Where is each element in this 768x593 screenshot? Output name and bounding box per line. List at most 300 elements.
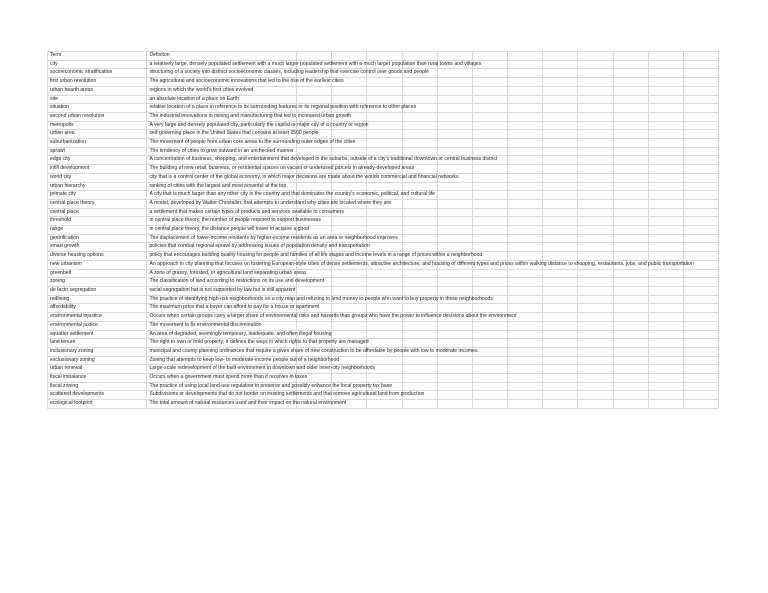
empty-cell[interactable]	[367, 321, 402, 330]
empty-cell[interactable]	[402, 86, 437, 95]
empty-cell[interactable]	[578, 226, 613, 235]
empty-cell[interactable]	[437, 243, 472, 252]
empty-cell[interactable]	[472, 243, 507, 252]
empty-cell[interactable]	[472, 52, 507, 61]
empty-cell[interactable]	[402, 147, 437, 156]
empty-cell[interactable]	[683, 382, 718, 391]
empty-cell[interactable]	[648, 147, 683, 156]
empty-cell[interactable]	[297, 95, 332, 104]
definition-cell[interactable]: The total amount of natural resources used and their impact on the natural environment	[147, 400, 297, 409]
empty-cell[interactable]	[543, 208, 578, 217]
empty-cell[interactable]	[472, 400, 507, 409]
empty-cell[interactable]	[648, 95, 683, 104]
empty-cell[interactable]	[402, 243, 437, 252]
empty-cell[interactable]	[578, 347, 613, 356]
empty-cell[interactable]	[367, 226, 402, 235]
empty-cell[interactable]	[648, 269, 683, 278]
empty-cell[interactable]	[508, 400, 543, 409]
empty-cell[interactable]	[543, 295, 578, 304]
empty-cell[interactable]	[578, 182, 613, 191]
empty-cell[interactable]	[402, 78, 437, 87]
empty-cell[interactable]	[648, 356, 683, 365]
empty-cell[interactable]	[402, 130, 437, 139]
empty-cell[interactable]	[402, 52, 437, 61]
empty-cell[interactable]	[578, 339, 613, 348]
empty-cell[interactable]	[472, 165, 507, 174]
empty-cell[interactable]	[402, 278, 437, 287]
definition-cell[interactable]: A city that is much larger than any other city in the country and that dominates the country's economic, political, and cultural life	[147, 191, 297, 200]
empty-cell[interactable]	[508, 173, 543, 182]
definition-cell[interactable]: a relatively large, densely populated settlement with a much larger populated settlement with a much larger population than rural towns and villages	[147, 60, 297, 69]
empty-cell[interactable]	[578, 199, 613, 208]
empty-cell[interactable]	[683, 234, 718, 243]
empty-cell[interactable]	[683, 104, 718, 113]
empty-cell[interactable]	[683, 78, 718, 87]
empty-cell[interactable]	[613, 391, 648, 400]
empty-cell[interactable]	[402, 226, 437, 235]
empty-cell[interactable]	[543, 199, 578, 208]
empty-cell[interactable]	[508, 112, 543, 121]
empty-cell[interactable]	[683, 165, 718, 174]
empty-cell[interactable]	[683, 199, 718, 208]
empty-cell[interactable]	[367, 339, 402, 348]
empty-cell[interactable]	[613, 165, 648, 174]
empty-cell[interactable]	[613, 356, 648, 365]
empty-cell[interactable]	[543, 374, 578, 383]
empty-cell[interactable]	[472, 139, 507, 148]
empty-cell[interactable]	[543, 130, 578, 139]
definition-cell[interactable]: The agricultural and socioeconomic innovations that led to the rise of the earliest cities	[147, 78, 297, 87]
definition-cell[interactable]: An area of degraded, seemingly temporary, inadequate, and often illegal housing	[147, 330, 297, 339]
empty-cell[interactable]	[472, 304, 507, 313]
empty-cell[interactable]	[648, 234, 683, 243]
empty-cell[interactable]	[578, 400, 613, 409]
empty-cell[interactable]	[437, 130, 472, 139]
empty-cell[interactable]	[578, 69, 613, 78]
definition-cell[interactable]: The right to own or hold property; it defines the ways in which rights to that property are managed	[147, 339, 297, 348]
empty-cell[interactable]	[508, 139, 543, 148]
empty-cell[interactable]	[648, 295, 683, 304]
term-cell[interactable]: ecological footprint	[48, 400, 147, 409]
empty-cell[interactable]	[437, 269, 472, 278]
empty-cell[interactable]	[613, 295, 648, 304]
empty-cell[interactable]	[683, 278, 718, 287]
empty-cell[interactable]	[472, 191, 507, 200]
empty-cell[interactable]	[402, 234, 437, 243]
empty-cell[interactable]	[472, 278, 507, 287]
empty-cell[interactable]	[472, 112, 507, 121]
empty-cell[interactable]	[543, 330, 578, 339]
empty-cell[interactable]	[367, 304, 402, 313]
empty-cell[interactable]	[437, 339, 472, 348]
empty-cell[interactable]	[683, 121, 718, 130]
term-cell[interactable]: urban hierarchy	[48, 182, 147, 191]
empty-cell[interactable]	[613, 78, 648, 87]
empty-cell[interactable]	[332, 95, 367, 104]
empty-cell[interactable]	[367, 269, 402, 278]
empty-cell[interactable]	[543, 400, 578, 409]
empty-cell[interactable]	[683, 313, 718, 322]
empty-cell[interactable]	[332, 278, 367, 287]
empty-cell[interactable]	[472, 78, 507, 87]
term-header[interactable]: Term	[48, 52, 147, 61]
empty-cell[interactable]	[578, 234, 613, 243]
empty-cell[interactable]	[613, 374, 648, 383]
empty-cell[interactable]	[508, 95, 543, 104]
empty-cell[interactable]	[613, 365, 648, 374]
empty-cell[interactable]	[437, 69, 472, 78]
empty-cell[interactable]	[367, 112, 402, 121]
term-cell[interactable]: environmental justice	[48, 321, 147, 330]
empty-cell[interactable]	[437, 182, 472, 191]
empty-cell[interactable]	[683, 139, 718, 148]
empty-cell[interactable]	[508, 226, 543, 235]
empty-cell[interactable]	[648, 104, 683, 113]
empty-cell[interactable]	[543, 365, 578, 374]
empty-cell[interactable]	[437, 95, 472, 104]
empty-cell[interactable]	[648, 130, 683, 139]
empty-cell[interactable]	[508, 347, 543, 356]
empty-cell[interactable]	[578, 374, 613, 383]
definition-cell[interactable]: structuring of a society into distinct socioeconomic classes, including leadership that exercise control over goods and people	[147, 69, 297, 78]
empty-cell[interactable]	[508, 321, 543, 330]
term-cell[interactable]: exclusionary zoning	[48, 356, 147, 365]
empty-cell[interactable]	[683, 217, 718, 226]
empty-cell[interactable]	[402, 382, 437, 391]
term-cell[interactable]: fiscal zoning	[48, 382, 147, 391]
empty-cell[interactable]	[472, 86, 507, 95]
empty-cell[interactable]	[367, 139, 402, 148]
empty-cell[interactable]	[402, 95, 437, 104]
definition-header[interactable]: Definiton	[147, 52, 297, 61]
empty-cell[interactable]	[332, 226, 367, 235]
empty-cell[interactable]	[613, 217, 648, 226]
empty-cell[interactable]	[613, 147, 648, 156]
empty-cell[interactable]	[613, 104, 648, 113]
empty-cell[interactable]	[437, 165, 472, 174]
empty-cell[interactable]	[437, 217, 472, 226]
term-cell[interactable]: zoning	[48, 278, 147, 287]
empty-cell[interactable]	[402, 304, 437, 313]
empty-cell[interactable]	[683, 365, 718, 374]
empty-cell[interactable]	[613, 156, 648, 165]
empty-cell[interactable]	[683, 339, 718, 348]
definition-cell[interactable]: A concentration of business, shopping, and entertainment that developed in the suburbs, outside of a city's traditional downtown or central business district	[147, 156, 297, 165]
empty-cell[interactable]	[472, 374, 507, 383]
term-cell[interactable]: central place	[48, 208, 147, 217]
empty-cell[interactable]	[648, 217, 683, 226]
empty-cell[interactable]	[367, 374, 402, 383]
definition-cell[interactable]: A very large and densely populated city, particularly the capital or major city of a country or region	[147, 121, 297, 130]
empty-cell[interactable]	[613, 130, 648, 139]
empty-cell[interactable]	[437, 104, 472, 113]
empty-cell[interactable]	[613, 286, 648, 295]
empty-cell[interactable]	[613, 243, 648, 252]
term-cell[interactable]: urban renewal	[48, 365, 147, 374]
empty-cell[interactable]	[648, 243, 683, 252]
empty-cell[interactable]	[543, 78, 578, 87]
empty-cell[interactable]	[543, 286, 578, 295]
empty-cell[interactable]	[613, 69, 648, 78]
empty-cell[interactable]	[402, 330, 437, 339]
empty-cell[interactable]	[508, 208, 543, 217]
term-cell[interactable]: second urban revolution	[48, 112, 147, 121]
empty-cell[interactable]	[648, 86, 683, 95]
empty-cell[interactable]	[613, 234, 648, 243]
empty-cell[interactable]	[472, 95, 507, 104]
empty-cell[interactable]	[543, 156, 578, 165]
empty-cell[interactable]	[508, 252, 543, 261]
empty-cell[interactable]	[508, 365, 543, 374]
empty-cell[interactable]	[543, 304, 578, 313]
empty-cell[interactable]	[402, 182, 437, 191]
term-cell[interactable]: urban area	[48, 130, 147, 139]
empty-cell[interactable]	[472, 173, 507, 182]
empty-cell[interactable]	[613, 173, 648, 182]
empty-cell[interactable]	[648, 321, 683, 330]
empty-cell[interactable]	[402, 199, 437, 208]
empty-cell[interactable]	[508, 304, 543, 313]
empty-cell[interactable]	[367, 330, 402, 339]
empty-cell[interactable]	[508, 278, 543, 287]
empty-cell[interactable]	[683, 252, 718, 261]
empty-cell[interactable]	[578, 165, 613, 174]
empty-cell[interactable]	[367, 52, 402, 61]
empty-cell[interactable]	[648, 139, 683, 148]
empty-cell[interactable]	[648, 208, 683, 217]
empty-cell[interactable]	[437, 208, 472, 217]
empty-cell[interactable]	[578, 52, 613, 61]
term-cell[interactable]: central place theory	[48, 199, 147, 208]
definition-cell[interactable]: The classification of land according to restrictions on its use and development	[147, 278, 297, 287]
term-cell[interactable]: squatter settlement	[48, 330, 147, 339]
empty-cell[interactable]	[508, 295, 543, 304]
empty-cell[interactable]	[578, 147, 613, 156]
empty-cell[interactable]	[402, 121, 437, 130]
empty-cell[interactable]	[543, 234, 578, 243]
empty-cell[interactable]	[543, 278, 578, 287]
empty-cell[interactable]	[297, 52, 332, 61]
empty-cell[interactable]	[297, 86, 332, 95]
definition-cell[interactable]: policy that encourages building quality housing for people and families of all life stages and income levels in a range of prices within a neighborhood	[147, 252, 297, 261]
empty-cell[interactable]	[472, 130, 507, 139]
empty-cell[interactable]	[613, 95, 648, 104]
empty-cell[interactable]	[437, 391, 472, 400]
empty-cell[interactable]	[578, 121, 613, 130]
empty-cell[interactable]	[437, 286, 472, 295]
empty-cell[interactable]	[508, 391, 543, 400]
empty-cell[interactable]	[648, 347, 683, 356]
empty-cell[interactable]	[437, 330, 472, 339]
empty-cell[interactable]	[437, 400, 472, 409]
term-cell[interactable]: first urban revolution	[48, 78, 147, 87]
empty-cell[interactable]	[472, 121, 507, 130]
term-cell[interactable]: threshold	[48, 217, 147, 226]
empty-cell[interactable]	[367, 182, 402, 191]
empty-cell[interactable]	[332, 330, 367, 339]
empty-cell[interactable]	[402, 217, 437, 226]
empty-cell[interactable]	[508, 339, 543, 348]
empty-cell[interactable]	[437, 52, 472, 61]
empty-cell[interactable]	[543, 112, 578, 121]
empty-cell[interactable]	[543, 104, 578, 113]
empty-cell[interactable]	[402, 286, 437, 295]
empty-cell[interactable]	[367, 286, 402, 295]
empty-cell[interactable]	[402, 339, 437, 348]
empty-cell[interactable]	[613, 182, 648, 191]
empty-cell[interactable]	[508, 130, 543, 139]
empty-cell[interactable]	[543, 182, 578, 191]
empty-cell[interactable]	[472, 382, 507, 391]
empty-cell[interactable]	[683, 391, 718, 400]
empty-cell[interactable]	[613, 252, 648, 261]
empty-cell[interactable]	[648, 226, 683, 235]
definition-cell[interactable]: The displacement of lower-income residents by higher-income residents as an area or neighborhood improves	[147, 234, 297, 243]
empty-cell[interactable]	[578, 278, 613, 287]
term-cell[interactable]: socioeconomic stratification	[48, 69, 147, 78]
empty-cell[interactable]	[402, 365, 437, 374]
empty-cell[interactable]	[508, 243, 543, 252]
empty-cell[interactable]	[508, 156, 543, 165]
definition-cell[interactable]: Large-scale redevelopment of the built environment in downtown and older inner-city neighborhoods	[147, 365, 297, 374]
empty-cell[interactable]	[543, 217, 578, 226]
empty-cell[interactable]	[437, 78, 472, 87]
empty-cell[interactable]	[648, 78, 683, 87]
term-cell[interactable]: inclusionary zoning	[48, 347, 147, 356]
empty-cell[interactable]	[613, 226, 648, 235]
empty-cell[interactable]	[648, 69, 683, 78]
empty-cell[interactable]	[543, 391, 578, 400]
empty-cell[interactable]	[683, 347, 718, 356]
term-cell[interactable]: diverse housing options	[48, 252, 147, 261]
empty-cell[interactable]	[613, 208, 648, 217]
empty-cell[interactable]	[683, 69, 718, 78]
empty-cell[interactable]	[367, 356, 402, 365]
empty-cell[interactable]	[648, 121, 683, 130]
empty-cell[interactable]	[472, 286, 507, 295]
definition-cell[interactable]: The building of new retail, business, or residential spaces on vacant or underused parcels in already-developed areas	[147, 165, 297, 174]
empty-cell[interactable]	[437, 278, 472, 287]
empty-cell[interactable]	[648, 313, 683, 322]
empty-cell[interactable]	[683, 156, 718, 165]
empty-cell[interactable]	[683, 330, 718, 339]
empty-cell[interactable]	[648, 191, 683, 200]
definition-cell[interactable]: city that is a control center of the global economy, in which major decisions are made about the worlds commercial and financial networks	[147, 173, 297, 182]
empty-cell[interactable]	[508, 217, 543, 226]
empty-cell[interactable]	[613, 382, 648, 391]
empty-cell[interactable]	[578, 269, 613, 278]
empty-cell[interactable]	[578, 304, 613, 313]
empty-cell[interactable]	[648, 173, 683, 182]
empty-cell[interactable]	[332, 52, 367, 61]
empty-cell[interactable]	[648, 278, 683, 287]
empty-cell[interactable]	[613, 121, 648, 130]
empty-cell[interactable]	[367, 121, 402, 130]
term-cell[interactable]: range	[48, 226, 147, 235]
empty-cell[interactable]	[648, 252, 683, 261]
empty-cell[interactable]	[472, 330, 507, 339]
empty-cell[interactable]	[578, 173, 613, 182]
empty-cell[interactable]	[332, 269, 367, 278]
empty-cell[interactable]	[578, 313, 613, 322]
empty-cell[interactable]	[472, 104, 507, 113]
empty-cell[interactable]	[578, 243, 613, 252]
empty-cell[interactable]	[332, 147, 367, 156]
empty-cell[interactable]	[297, 321, 332, 330]
empty-cell[interactable]	[578, 382, 613, 391]
empty-cell[interactable]	[683, 269, 718, 278]
empty-cell[interactable]	[578, 286, 613, 295]
empty-cell[interactable]	[578, 191, 613, 200]
empty-cell[interactable]	[683, 191, 718, 200]
empty-cell[interactable]	[683, 243, 718, 252]
empty-cell[interactable]	[543, 52, 578, 61]
empty-cell[interactable]	[367, 217, 402, 226]
empty-cell[interactable]	[472, 269, 507, 278]
empty-cell[interactable]	[437, 321, 472, 330]
definition-cell[interactable]: racial segregation hat is not supported by law but is still apparent	[147, 286, 297, 295]
empty-cell[interactable]	[543, 339, 578, 348]
empty-cell[interactable]	[648, 199, 683, 208]
definition-cell[interactable]: Occurs when certain groups carry a larger share of environmental risks and hazards than groups who have the power to influence decisions about the environment	[147, 313, 297, 322]
empty-cell[interactable]	[367, 208, 402, 217]
empty-cell[interactable]	[437, 234, 472, 243]
empty-cell[interactable]	[613, 278, 648, 287]
empty-cell[interactable]	[508, 52, 543, 61]
empty-cell[interactable]	[648, 112, 683, 121]
empty-cell[interactable]	[508, 69, 543, 78]
empty-cell[interactable]	[472, 182, 507, 191]
empty-cell[interactable]	[367, 130, 402, 139]
empty-cell[interactable]	[508, 330, 543, 339]
definition-cell[interactable]: The industrial innovations in mining and manufacturing that led to increased urban growth	[147, 112, 297, 121]
empty-cell[interactable]	[578, 356, 613, 365]
empty-cell[interactable]	[578, 112, 613, 121]
empty-cell[interactable]	[472, 234, 507, 243]
empty-cell[interactable]	[578, 321, 613, 330]
term-cell[interactable]: sprawl	[48, 147, 147, 156]
empty-cell[interactable]	[613, 400, 648, 409]
empty-cell[interactable]	[648, 400, 683, 409]
empty-cell[interactable]	[437, 199, 472, 208]
empty-cell[interactable]	[402, 269, 437, 278]
empty-cell[interactable]	[472, 208, 507, 217]
empty-cell[interactable]	[683, 295, 718, 304]
empty-cell[interactable]	[648, 182, 683, 191]
empty-cell[interactable]	[543, 86, 578, 95]
definition-cell[interactable]: The practice of identifying high-risk neighborhoods on a city map and refusing to lend money to people who want to buy property in those neighborhoods	[147, 295, 297, 304]
empty-cell[interactable]	[683, 130, 718, 139]
empty-cell[interactable]	[683, 86, 718, 95]
empty-cell[interactable]	[543, 191, 578, 200]
empty-cell[interactable]	[508, 121, 543, 130]
term-cell[interactable]: affordability	[48, 304, 147, 313]
empty-cell[interactable]	[578, 95, 613, 104]
empty-cell[interactable]	[683, 112, 718, 121]
empty-cell[interactable]	[437, 121, 472, 130]
empty-cell[interactable]	[543, 226, 578, 235]
empty-cell[interactable]	[543, 321, 578, 330]
empty-cell[interactable]	[543, 173, 578, 182]
empty-cell[interactable]	[543, 243, 578, 252]
empty-cell[interactable]	[297, 182, 332, 191]
empty-cell[interactable]	[683, 400, 718, 409]
definition-cell[interactable]: policies that combat regional sprawl by addressing issues of population density and transportation	[147, 243, 297, 252]
definition-cell[interactable]: ranking of cities with the largest and most powerful at the top	[147, 182, 297, 191]
empty-cell[interactable]	[613, 60, 648, 69]
empty-cell[interactable]	[437, 139, 472, 148]
empty-cell[interactable]	[683, 60, 718, 69]
